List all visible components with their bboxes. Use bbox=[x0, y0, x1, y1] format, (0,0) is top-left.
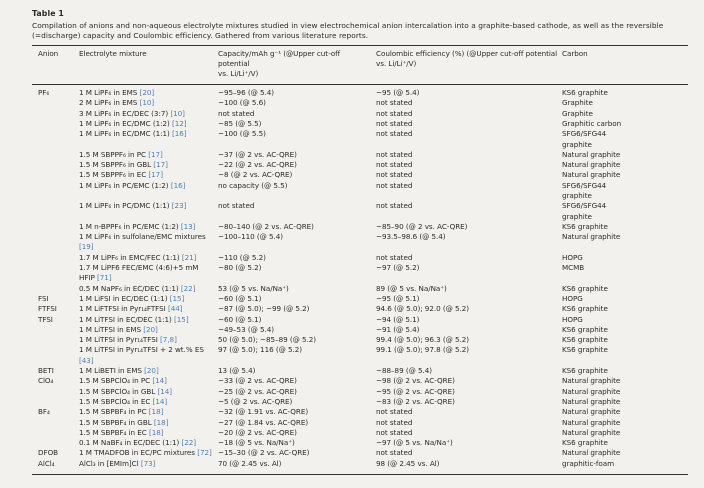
table-1 bbox=[32, 0, 688, 475]
table-row bbox=[32, 119, 688, 129]
capacity-cell: ~33 (@ 2 vs. AC-QRE) bbox=[218, 376, 297, 386]
capacity-cell: ~60 (@ 5.1) bbox=[218, 314, 262, 324]
carbon-cell: Natural graphite bbox=[562, 149, 621, 159]
electrolyte-cell: 1 M LiPF₆ in PC/EMC (1:2) [16] bbox=[79, 180, 186, 190]
table-row bbox=[32, 253, 688, 263]
efficiency-cell: ~95 (@ 5.4) bbox=[376, 88, 420, 98]
efficiency-cell: not stated bbox=[376, 417, 413, 427]
column-header-anion: Anion bbox=[38, 49, 59, 59]
table-row bbox=[32, 428, 688, 438]
table-row bbox=[32, 222, 688, 232]
capacity-cell: not stated bbox=[218, 201, 255, 211]
capacity-cell: ~25 (@ 2 vs. AC-QRE) bbox=[218, 386, 297, 396]
anion-cell: BETI bbox=[38, 366, 54, 376]
anion-cell: TFSI bbox=[38, 314, 53, 324]
reference-link[interactable]: [23] bbox=[171, 201, 187, 211]
carbon-cell: Natural graphite bbox=[562, 232, 621, 242]
carbon-cell: HOPG bbox=[562, 314, 583, 324]
carbon-cell: Natural graphite bbox=[562, 407, 621, 417]
carbon-cell: KS6 graphite bbox=[562, 283, 608, 293]
carbon-cell: KS6 graphite bbox=[562, 324, 608, 334]
reference-link[interactable]: [22] bbox=[180, 283, 196, 293]
table-row bbox=[32, 98, 688, 108]
electrolyte-cell: 1.5 M SBPPF₆ in PC [17] bbox=[79, 149, 163, 159]
reference-link[interactable]: [17] bbox=[148, 149, 163, 159]
table-row bbox=[32, 304, 688, 314]
reference-link[interactable]: [10] bbox=[139, 98, 155, 108]
column-header-capacity-line1: Capacity/mAh g⁻¹ (@Upper cut-off potential bbox=[218, 49, 341, 69]
capacity-cell: ~27 (@ 1.84 vs. AC-QRE) bbox=[218, 417, 309, 427]
carbon-cell: Natural graphite bbox=[562, 448, 621, 458]
carbon-cell: Natural graphite bbox=[562, 396, 621, 406]
electrolyte-cell: 1 M n-BPPF₆ in PC/EMC (1:2) [13] bbox=[79, 221, 196, 231]
table-row bbox=[32, 109, 688, 119]
reference-link[interactable]: [13] bbox=[180, 221, 196, 231]
reference-link[interactable]: [14] bbox=[152, 376, 167, 386]
table-row bbox=[32, 335, 688, 345]
carbon-cell: SFG6/SFG44 graphite bbox=[562, 180, 607, 200]
reference-link[interactable]: [15] bbox=[169, 293, 185, 303]
efficiency-cell: not stated bbox=[376, 149, 413, 159]
reference-link[interactable]: [71] bbox=[97, 273, 112, 283]
carbon-cell: MCMB bbox=[562, 263, 585, 273]
capacity-cell: not stated bbox=[218, 108, 255, 118]
anion-cell: PF₆ bbox=[38, 88, 50, 98]
electrolyte-cell: 1.7 M LiPF₆ in EMC/FEC (1:1) [21] bbox=[79, 252, 197, 262]
efficiency-cell: not stated bbox=[376, 108, 413, 118]
electrolyte-cell: 1 M LiFSI in EC/DEC (1:1) [15] bbox=[79, 293, 185, 303]
reference-link[interactable]: [15] bbox=[174, 314, 189, 324]
electrolyte-cell: 1 M LiPF₆ in PC/DMC (1:1) [23] bbox=[79, 201, 187, 211]
reference-link[interactable]: [16] bbox=[170, 180, 186, 190]
table-bottom-rule bbox=[32, 474, 688, 475]
efficiency-cell: ~88–89 (@ 5.4) bbox=[376, 366, 433, 376]
carbon-cell: KS6 graphite bbox=[562, 221, 608, 231]
table-body bbox=[32, 85, 688, 474]
capacity-cell: ~80–140 (@ 2 vs. AC-QRE) bbox=[218, 221, 314, 231]
electrolyte-cell: 1.5 M SBPPF₆ in EC [17] bbox=[79, 170, 163, 180]
carbon-cell: Natural graphite bbox=[562, 170, 621, 180]
efficiency-cell: not stated bbox=[376, 118, 413, 128]
capacity-cell: 50 (@ 5.0); ~85–89 (@ 5.2) bbox=[218, 335, 317, 345]
anion-cell: FTFSI bbox=[38, 304, 57, 314]
column-header-efficiency bbox=[376, 49, 562, 69]
electrolyte-cell: 1.5 M SBPBF₄ in GBL [18] bbox=[79, 417, 169, 427]
efficiency-cell: ~97 (@ 5.2) bbox=[376, 263, 420, 273]
electrolyte-cell: 0.1 M NaBF₄ in EC/DEC (1:1) [22] bbox=[79, 438, 197, 448]
reference-link[interactable]: [21] bbox=[181, 252, 197, 262]
capacity-cell: ~20 (@ 2 vs. AC-QRE) bbox=[218, 427, 297, 437]
table-row bbox=[32, 418, 688, 428]
reference-link[interactable]: [16] bbox=[172, 129, 187, 139]
efficiency-cell: ~94 (@ 5.1) bbox=[376, 314, 420, 324]
table-row bbox=[32, 294, 688, 304]
capacity-cell: ~85 (@ 5.5) bbox=[218, 118, 262, 128]
column-header-capacity bbox=[218, 49, 376, 79]
carbon-cell: Graphitic carbon bbox=[562, 118, 622, 128]
electrolyte-cell: 1 M LiPF₆ in sulfolane/EMC mixtures [19] bbox=[79, 232, 206, 252]
reference-link[interactable]: [43] bbox=[79, 355, 94, 365]
capacity-cell: ~5 (@ 2 vs. AC-QRE) bbox=[218, 396, 293, 406]
table-row bbox=[32, 170, 688, 180]
carbon-cell: Natural graphite bbox=[562, 376, 621, 386]
table-row bbox=[32, 88, 688, 98]
electrolyte-cell: 2 M LiPF₆ in EMS [10] bbox=[79, 98, 155, 108]
reference-link[interactable]: [73] bbox=[140, 458, 156, 468]
electrolyte-cell: 1.5 M SBPBF₄ in EC [18] bbox=[79, 427, 164, 437]
capacity-cell: 13 (@ 5.4) bbox=[218, 366, 256, 376]
efficiency-cell: not stated bbox=[376, 170, 413, 180]
efficiency-cell: not stated bbox=[376, 427, 413, 437]
table-row bbox=[32, 315, 688, 325]
carbon-cell: KS6 graphite bbox=[562, 345, 608, 355]
column-header-carbon: Carbon bbox=[562, 49, 588, 59]
anion-cell: DFOB bbox=[38, 448, 59, 458]
electrolyte-cell: 1 M LiPF₆ in EC/DMC (1:1) [16] bbox=[79, 129, 187, 139]
capacity-cell: ~80 (@ 5.2) bbox=[218, 263, 262, 273]
table-row bbox=[32, 459, 688, 469]
anion-cell: ClO₄ bbox=[38, 376, 54, 386]
reference-link[interactable]: [20] bbox=[143, 324, 158, 334]
table-row bbox=[32, 407, 688, 417]
carbon-cell: KS6 graphite bbox=[562, 438, 608, 448]
table-row bbox=[32, 181, 688, 202]
column-header-capacity-line2: vs. Li/Li⁺/V) bbox=[218, 69, 259, 79]
carbon-cell: Natural graphite bbox=[562, 386, 621, 396]
capacity-cell: ~8 (@ 2 vs. AC-QRE) bbox=[218, 170, 293, 180]
electrolyte-cell: 1 M LiFTFSI in Pyr₁₄FTFSI [44] bbox=[79, 304, 183, 314]
carbon-cell: Graphite bbox=[562, 98, 593, 108]
capacity-cell: no capacity (@ 5.5) bbox=[218, 180, 288, 190]
anion-cell: BF₄ bbox=[38, 407, 50, 417]
carbon-cell: graphitic-foam bbox=[562, 458, 615, 468]
reference-link[interactable]: [44] bbox=[167, 304, 183, 314]
table-row bbox=[32, 160, 688, 170]
capacity-cell: ~100 (@ 5.5) bbox=[218, 129, 266, 139]
table-row bbox=[32, 284, 688, 294]
column-header-electrolyte: Electrolyte mixture bbox=[79, 49, 147, 59]
reference-link[interactable]: [14] bbox=[157, 386, 173, 396]
efficiency-cell: 89 (@ 5 vs. Na/Na⁺) bbox=[376, 283, 447, 293]
capacity-cell: ~110 (@ 5.2) bbox=[218, 252, 266, 262]
efficiency-cell: ~85–90 (@ 2 vs. AC-QRE) bbox=[376, 221, 468, 231]
reference-link[interactable]: [12] bbox=[172, 118, 187, 128]
capacity-cell: 53 (@ 5 vs. Na/Na⁺) bbox=[218, 283, 289, 293]
capacity-cell: ~100–110 (@ 5.4) bbox=[218, 232, 284, 242]
anion-cell: AlCl₄ bbox=[38, 458, 55, 468]
reference-link[interactable]: [20] bbox=[139, 88, 155, 98]
efficiency-cell: ~97 (@ 5 vs. Na/Na⁺) bbox=[376, 438, 453, 448]
reference-link[interactable]: [18] bbox=[149, 427, 164, 437]
table-row bbox=[32, 366, 688, 376]
efficiency-cell: 94.6 (@ 5.0); 92.0 (@ 5.2) bbox=[376, 304, 470, 314]
carbon-cell: HOPG bbox=[562, 293, 583, 303]
efficiency-cell: ~83 (@ 2 vs. AC-QRE) bbox=[376, 396, 455, 406]
electrolyte-cell: 1 M LiTFSI in EMS [20] bbox=[79, 324, 158, 334]
efficiency-cell: not stated bbox=[376, 252, 413, 262]
anion-cell: FSI bbox=[38, 293, 49, 303]
carbon-cell: Natural graphite bbox=[562, 417, 621, 427]
electrolyte-cell: 0.5 M NaPF₆ in EC/DEC (1:1) [22] bbox=[79, 283, 196, 293]
reference-link[interactable]: [72] bbox=[197, 448, 212, 458]
reference-link[interactable]: [18] bbox=[153, 417, 169, 427]
carbon-cell: HOPG bbox=[562, 252, 583, 262]
electrolyte-cell: 1.5 M SBPClO₄ in GBL [14] bbox=[79, 386, 173, 396]
carbon-cell: Natural graphite bbox=[562, 160, 621, 170]
table-row bbox=[32, 232, 688, 253]
table-row bbox=[32, 345, 688, 366]
carbon-cell: KS6 graphite bbox=[562, 366, 608, 376]
reference-link[interactable]: [17] bbox=[153, 160, 168, 170]
reference-link[interactable]: [14] bbox=[152, 396, 168, 406]
reference-link[interactable]: [10] bbox=[170, 108, 185, 118]
efficiency-cell: 98 (@ 2.45 vs. Al) bbox=[376, 458, 440, 468]
carbon-cell: SFG6/SFG44 graphite bbox=[562, 129, 607, 149]
capacity-cell: ~37 (@ 2 vs. AC-QRE) bbox=[218, 149, 297, 159]
electrolyte-cell: 1 M TMADFOB in EC/PC mixtures [72] bbox=[79, 448, 212, 458]
electrolyte-cell: 1.5 M SBPClO₄ in PC [14] bbox=[79, 376, 167, 386]
electrolyte-cell: 1.5 M SBPPF₆ in GBL [17] bbox=[79, 160, 168, 170]
efficiency-cell: not stated bbox=[376, 201, 413, 211]
electrolyte-cell: 1 M LiPF₆ in EMS [20] bbox=[79, 88, 155, 98]
electrolyte-cell: 1.5 M SBPClO₄ in EC [14] bbox=[79, 396, 168, 406]
efficiency-cell: not stated bbox=[376, 160, 413, 170]
column-header-efficiency-line2: vs. Li/Li⁺/V) bbox=[376, 59, 417, 69]
electrolyte-cell: 1.5 M SBPBF₄ in PC [18] bbox=[79, 407, 164, 417]
carbon-cell: Natural graphite bbox=[562, 427, 621, 437]
table-row bbox=[32, 376, 688, 386]
capacity-cell: 97 (@ 5.0); 116 (@ 5.2) bbox=[218, 345, 303, 355]
efficiency-cell: ~93.5–98.6 (@ 5.4) bbox=[376, 232, 446, 242]
electrolyte-cell: 3 M LiPF₆ in EC/DEC (3:7) [10] bbox=[79, 108, 185, 118]
table-row bbox=[32, 263, 688, 284]
capacity-cell: ~22 (@ 2 vs. AC-QRE) bbox=[218, 160, 297, 170]
capacity-cell: 70 (@ 2.45 vs. Al) bbox=[218, 458, 282, 468]
carbon-cell: SFG6/SFG44 graphite bbox=[562, 201, 607, 221]
electrolyte-cell: 1 M LiTFSI in Pyr₁₄TFSI + 2 wt.% ES [43] bbox=[79, 345, 204, 365]
efficiency-cell: ~95 (@ 2 vs. AC-QRE) bbox=[376, 386, 455, 396]
table-row bbox=[32, 201, 688, 222]
reference-link[interactable]: [22] bbox=[181, 438, 197, 448]
electrolyte-cell: 1 M LiTFSI in EC/DEC (1:1) [15] bbox=[79, 314, 189, 324]
efficiency-cell: ~91 (@ 5.4) bbox=[376, 324, 420, 334]
column-header-efficiency-line1: Coulombic efficiency (%) (@Upper cut-off potential bbox=[376, 49, 558, 59]
table-row bbox=[32, 448, 688, 458]
capacity-cell: ~32 (@ 1.91 vs. AC-QRE) bbox=[218, 407, 309, 417]
carbon-cell: KS6 graphite bbox=[562, 304, 608, 314]
reference-link[interactable]: [17] bbox=[148, 170, 163, 180]
capacity-cell: ~87 (@ 5.0); ~99 (@ 5.2) bbox=[218, 304, 310, 314]
capacity-cell: ~15–30 (@ 2 vs. AC-QRE) bbox=[218, 448, 310, 458]
efficiency-cell: not stated bbox=[376, 448, 413, 458]
efficiency-cell: 99.1 (@ 5.0); 97.8 (@ 5.2) bbox=[376, 345, 470, 355]
efficiency-cell: ~95 (@ 5.1) bbox=[376, 293, 420, 303]
table-row bbox=[32, 150, 688, 160]
electrolyte-cell: 1 M LiBETI in EMS [20] bbox=[79, 366, 159, 376]
table-label: Table 1 bbox=[32, 9, 64, 18]
table-row bbox=[32, 387, 688, 397]
electrolyte-cell: 1 M LiTFSI in Pyr₁₄TFSI [7,8] bbox=[79, 335, 177, 345]
table-header-row bbox=[32, 46, 688, 84]
table-caption: Compilation of anions and non-aqueous electrolyte mixtures studied in view electrochemical anion intercalation into a graphite-based cathode, as well as the reversible (=discharge) capacity and Coulombic efficiency. Gathered from various literature reports. bbox=[32, 20, 664, 40]
carbon-cell: KS6 graphite bbox=[562, 335, 608, 345]
capacity-cell: ~100 (@ 5.6) bbox=[218, 98, 266, 108]
efficiency-cell: not stated bbox=[376, 129, 413, 139]
reference-link[interactable]: [20] bbox=[144, 366, 159, 376]
electrolyte-cell: 1 M LiPF₆ in EC/DMC (1:2) [12] bbox=[79, 118, 187, 128]
table-row bbox=[32, 438, 688, 448]
carbon-cell: Graphite bbox=[562, 108, 593, 118]
efficiency-cell: not stated bbox=[376, 180, 413, 190]
table-row bbox=[32, 129, 688, 150]
reference-link[interactable]: [18] bbox=[148, 407, 164, 417]
capacity-cell: ~60 (@ 5.1) bbox=[218, 293, 262, 303]
capacity-cell: ~49–53 (@ 5.4) bbox=[218, 324, 275, 334]
efficiency-cell: not stated bbox=[376, 98, 413, 108]
table-row bbox=[32, 397, 688, 407]
reference-link[interactable]: [7,8] bbox=[160, 335, 177, 345]
capacity-cell: ~18 (@ 5 vs. Na/Na⁺) bbox=[218, 438, 295, 448]
electrolyte-cell: AlCl₃ in [EMIm]Cl [73] bbox=[79, 458, 156, 468]
efficiency-cell: ~98 (@ 2 vs. AC-QRE) bbox=[376, 376, 455, 386]
efficiency-cell: not stated bbox=[376, 407, 413, 417]
table-row bbox=[32, 325, 688, 335]
efficiency-cell: 99.4 (@ 5.0); 96.3 (@ 5.2) bbox=[376, 335, 470, 345]
carbon-cell: KS6 graphite bbox=[562, 88, 608, 98]
electrolyte-cell: 1.7 M LiPF6 FEC/EMC (4:6)+5 mM HFIP [71] bbox=[79, 263, 199, 283]
capacity-cell: ~95–96 (@ 5.4) bbox=[218, 88, 275, 98]
reference-link[interactable]: [19] bbox=[79, 242, 94, 252]
